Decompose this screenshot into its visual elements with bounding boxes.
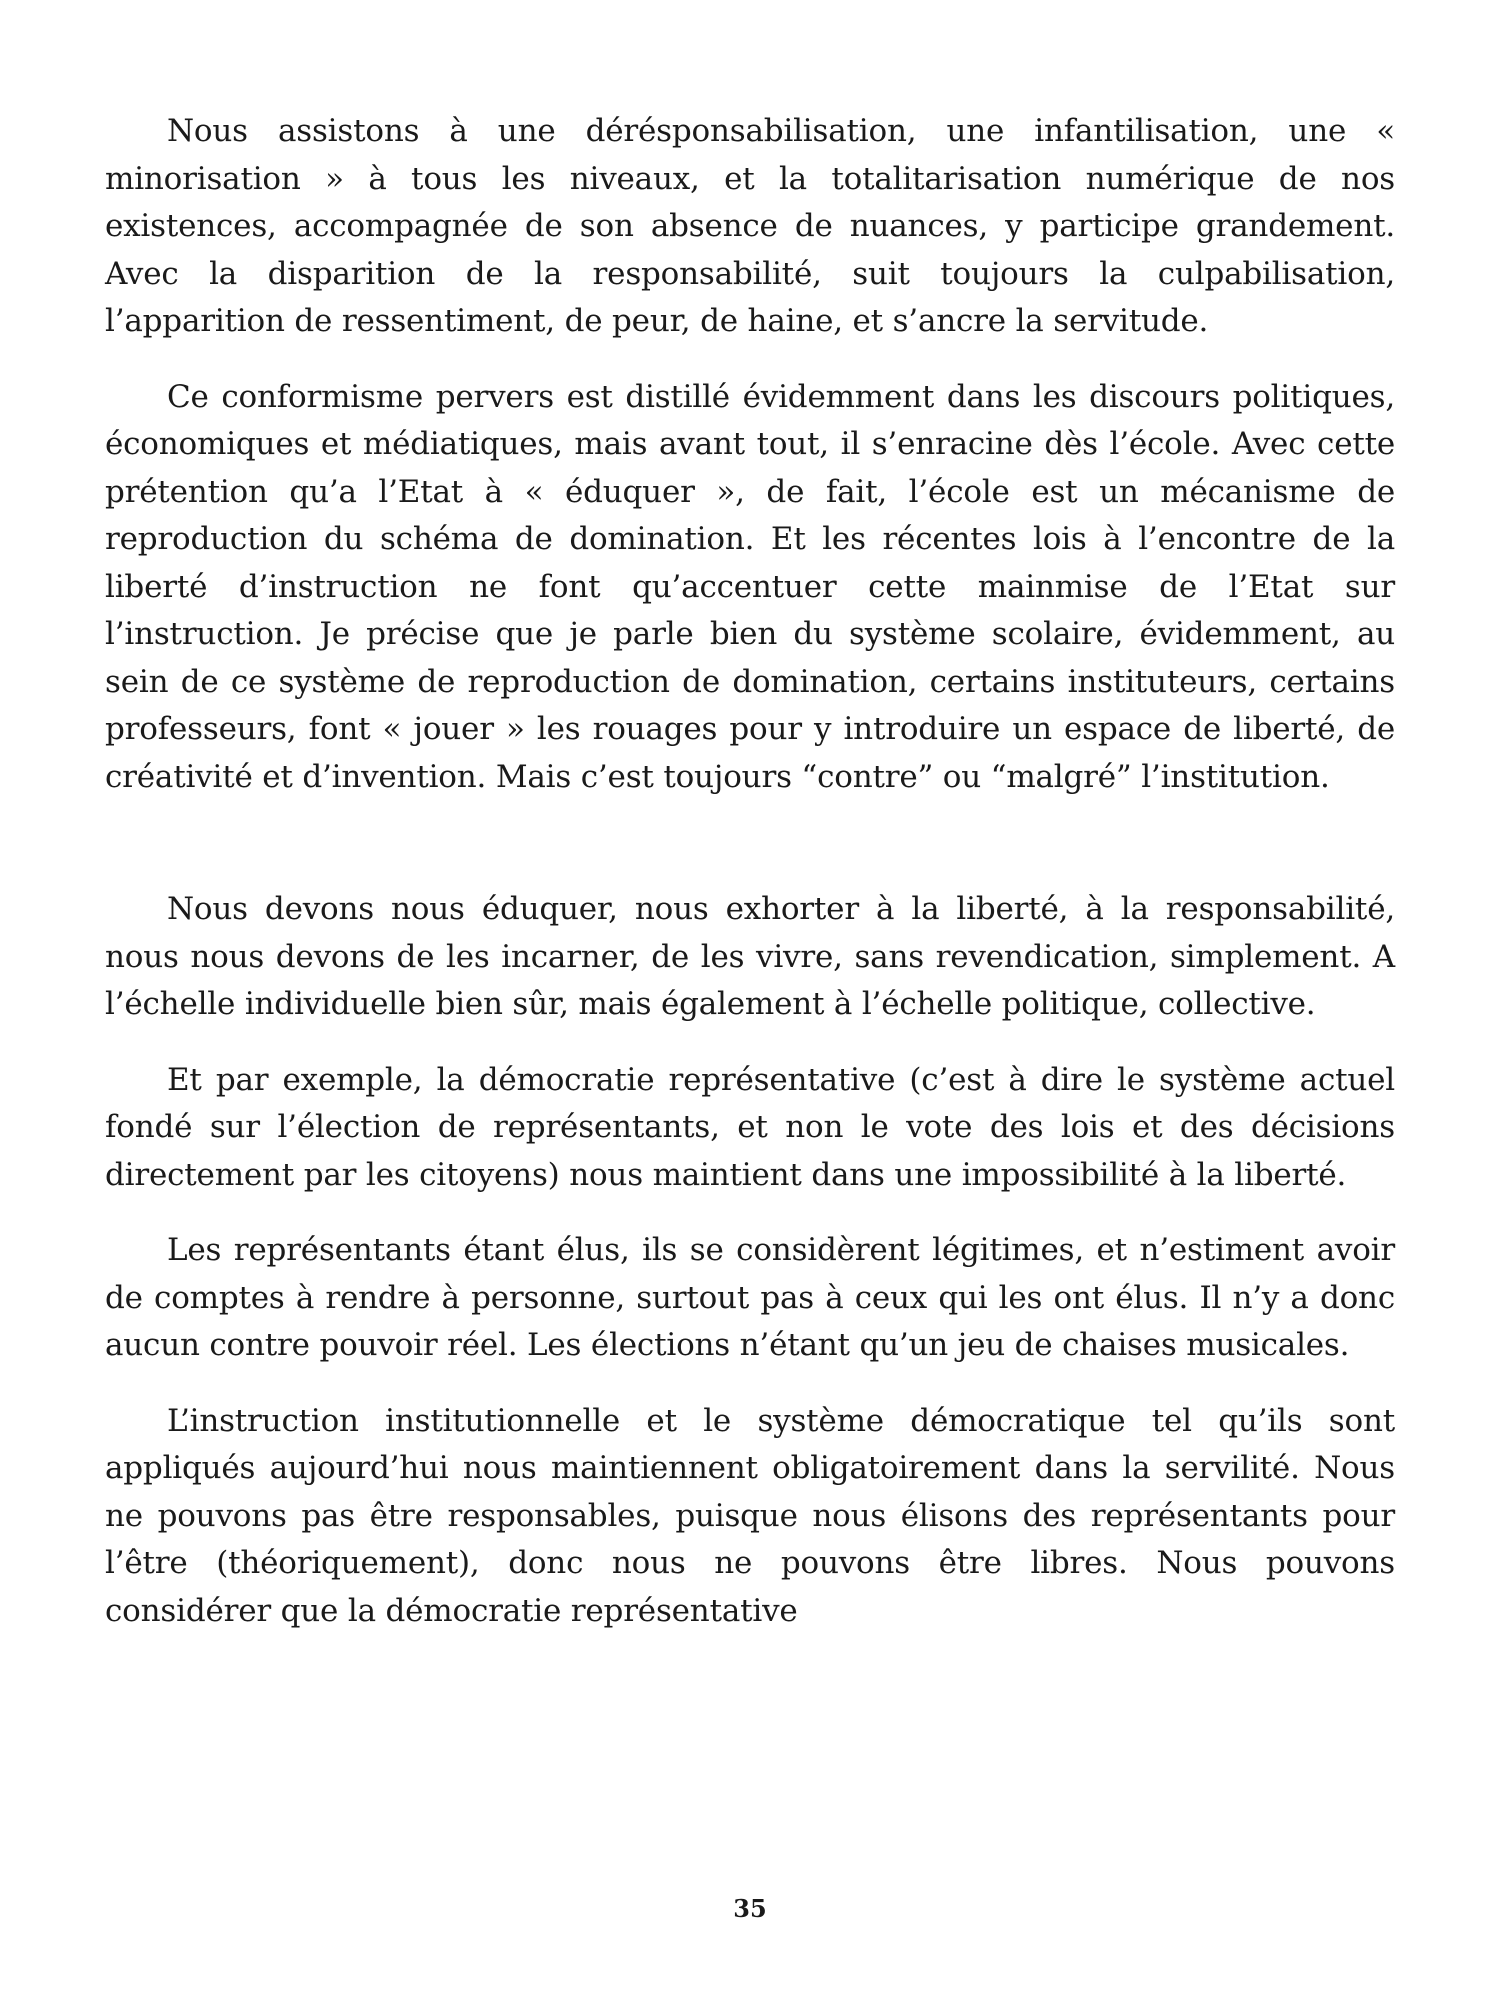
paragraph-representants: Les représentants étant élus, ils se considèrent légitimes, et n’estiment avoir de comptes à rendre à personne, surtout pas à ceux qui les ont élus. Il n’y a donc aucun contre pouvoir réel. Les élections n’étant qu’un jeu de chaises musicales. [105,1232,1395,1363]
paragraph-spacer [105,1029,1395,1057]
page-number: 35 [733,1894,767,1923]
page-body [105,108,1395,1635]
paragraph-spacer [105,346,1395,374]
paragraph-conformisme: Ce conformisme pervers est distillé évidemment dans les discours politiques, économiques et médiatiques, mais avant tout, il s’enracine dès l’école. Avec cette prétention qu’a l’Etat à « éduquer », de fait, l’école est un mécanisme de reproduction du schéma de domination. Et les récentes lois à l’encontre de la liberté d’instruction ne font qu’accentuer cette mainmise de l’Etat sur l’instruction. Je précise que je parle bien du système scolaire, évidemment, au sein de ce système de reproduction de domination, certains instituteurs, certains professeurs, font « jouer » les rouages pour y introduire un espace de liberté, de créativité et d’invention. Mais c’est toujours “contre” ou “malgré” l’institution. [105,378,1395,795]
paragraph-instruction-institutionnelle: L’instruction institutionnelle et le système démocratique tel qu’ils sont appliqués aujourd’hui nous maintiennent obligatoirement dans la servilité. Nous ne pouvons pas être responsables, puisque nous élisons des représentants pour l’être (théoriquement), donc nous ne pouvons être libres. Nous pouvons considérer que la démocratie représentative [105,1402,1395,1629]
paragraph-nous-devons: Nous devons nous éduquer, nous exhorter à la liberté, à la responsabilité, nous nous devons de les incarner, de les vivre, sans revendication, simplement. A l’échelle individuelle bien sûr, mais également à l’échelle politique, collective. [105,891,1395,1022]
paragraph-deresponsabilisation: Nous assistons à une dérésponsabilisation, une infantilisation, une « minorisation » à tous les niveaux, et la totalitarisation numérique de nos existences, accompagnée de son absence de nuances, y participe grandement. Avec la disparition de la responsabilité, suit toujours la culpabilisation, l’apparition de ressentiment, de peur, de haine, et s’ancre la servitude. [105,113,1395,339]
paragraph-democratie-representative: Et par exemple, la démocratie représentative (c’est à dire le système actuel fondé sur l’élection de représentants, et non le vote des lois et des décisions directement par les citoyens) nous maintient dans une impossibilité à la liberté. [105,1061,1395,1193]
paragraph-spacer [105,1199,1395,1227]
section-spacer [105,801,1395,886]
paragraph-spacer [105,1370,1395,1398]
